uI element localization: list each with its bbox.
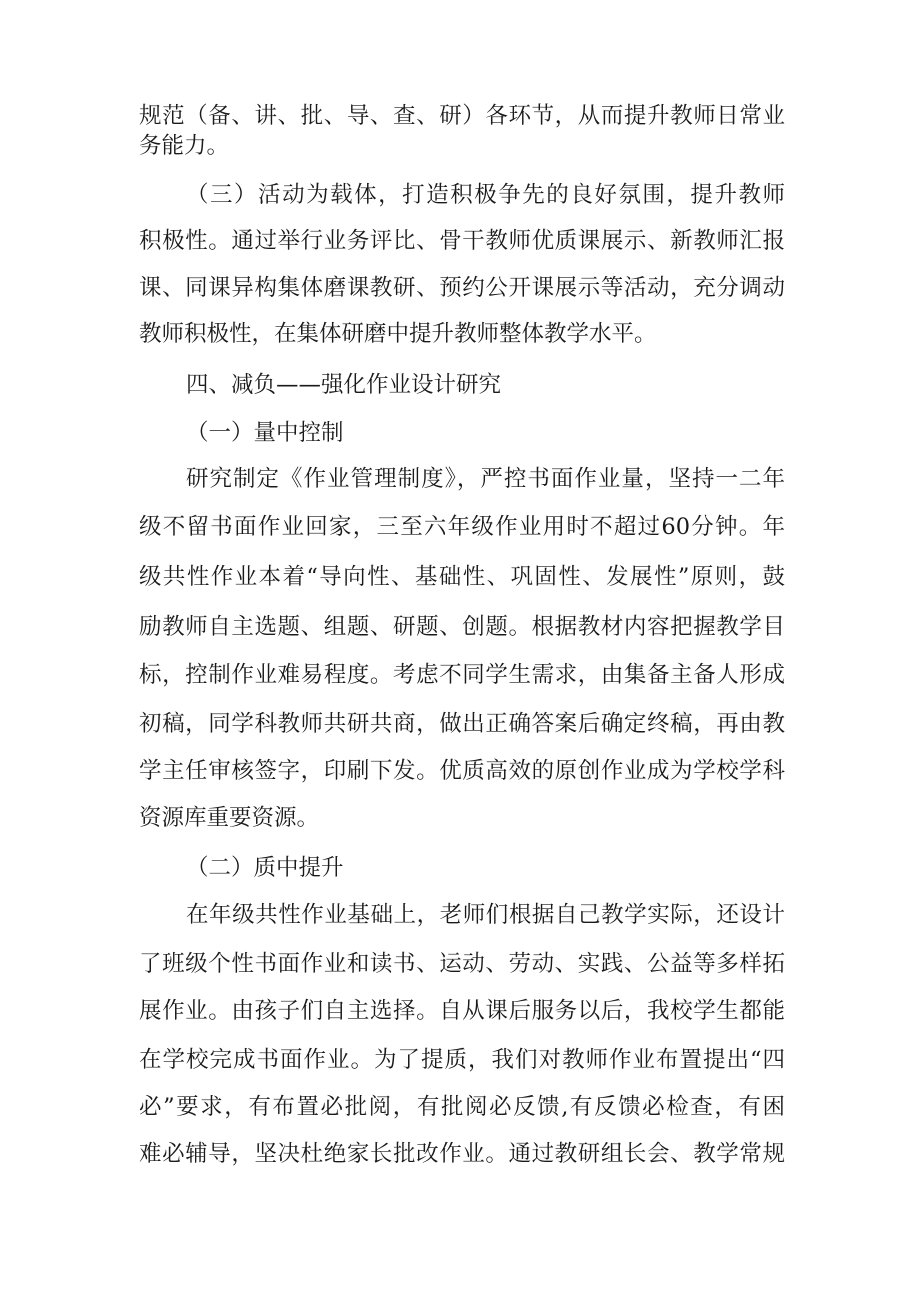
paragraph-line: 研究制定《作业管理制度》，严控书面作业量，坚持一二年: [186, 466, 785, 492]
paragraph-line: 务能力。: [139, 133, 230, 159]
paragraph-line: 难必辅导，坚决杜绝家长批改作业。通过教研组长会、教学常规: [139, 1141, 785, 1167]
section-heading: 四、减负——强化作业设计研究: [186, 372, 502, 398]
paragraph-line: 课、同课异构集体磨课教研、预约公开课展示等活动，充分调动: [139, 275, 785, 301]
subsection-heading: （一）量中控制: [186, 420, 344, 446]
paragraph-line: 规范（备、讲、批、导、查、研）各环节，从而提升教师日常业: [139, 103, 785, 129]
paragraph-line: 在学校完成书面作业。为了提质，我们对教师作业布置提出“四: [139, 1047, 785, 1073]
paragraph-line: 级不留书面作业回家，三至六年级作业用时不超过60分钟。年: [139, 514, 785, 540]
paragraph-line: 展作业。由孩子们自主选择。自从课后服务以后，我校学生都能: [139, 998, 785, 1024]
paragraph-line: 励教师自主选题、组题、研题、创题。根据教材内容把握教学目: [139, 614, 785, 640]
paragraph-line: 资源库重要资源。: [139, 805, 320, 831]
paragraph-line: 在年级共性作业基础上，老师们根据自己教学实际，还设计: [186, 902, 785, 928]
paragraph-line: 教师积极性，在集体研磨中提升教师整体教学水平。: [139, 321, 657, 347]
paragraph-line: 级共性作业本着“导向性、基础性、巩固性、发展性”原则，鼓: [139, 564, 785, 590]
paragraph-line: 积极性。通过举行业务评比、骨干教师优质课展示、新教师汇报: [139, 228, 785, 254]
paragraph-line: 了班级个性书面作业和读书、运动、劳动、实践、公益等多样拓: [139, 951, 785, 977]
paragraph-line: 学主任审核签字，印刷下发。优质高效的原创作业成为学校学科: [139, 758, 785, 784]
paragraph-line: （三）活动为载体，打造积极争先的良好氛围，提升教师: [186, 182, 785, 208]
paragraph-line: 标，控制作业难易程度。考虑不同学生需求，由集备主备人形成: [139, 662, 785, 688]
subsection-heading: （二）质中提升: [186, 855, 344, 881]
paragraph-line: 初稿，同学科教师共研共商，做出正确答案后确定终稿，再由教: [139, 711, 785, 737]
paragraph-line: 必”要求，有布置必批阅，有批阅必反馈,有反馈必检查，有困: [139, 1094, 785, 1120]
